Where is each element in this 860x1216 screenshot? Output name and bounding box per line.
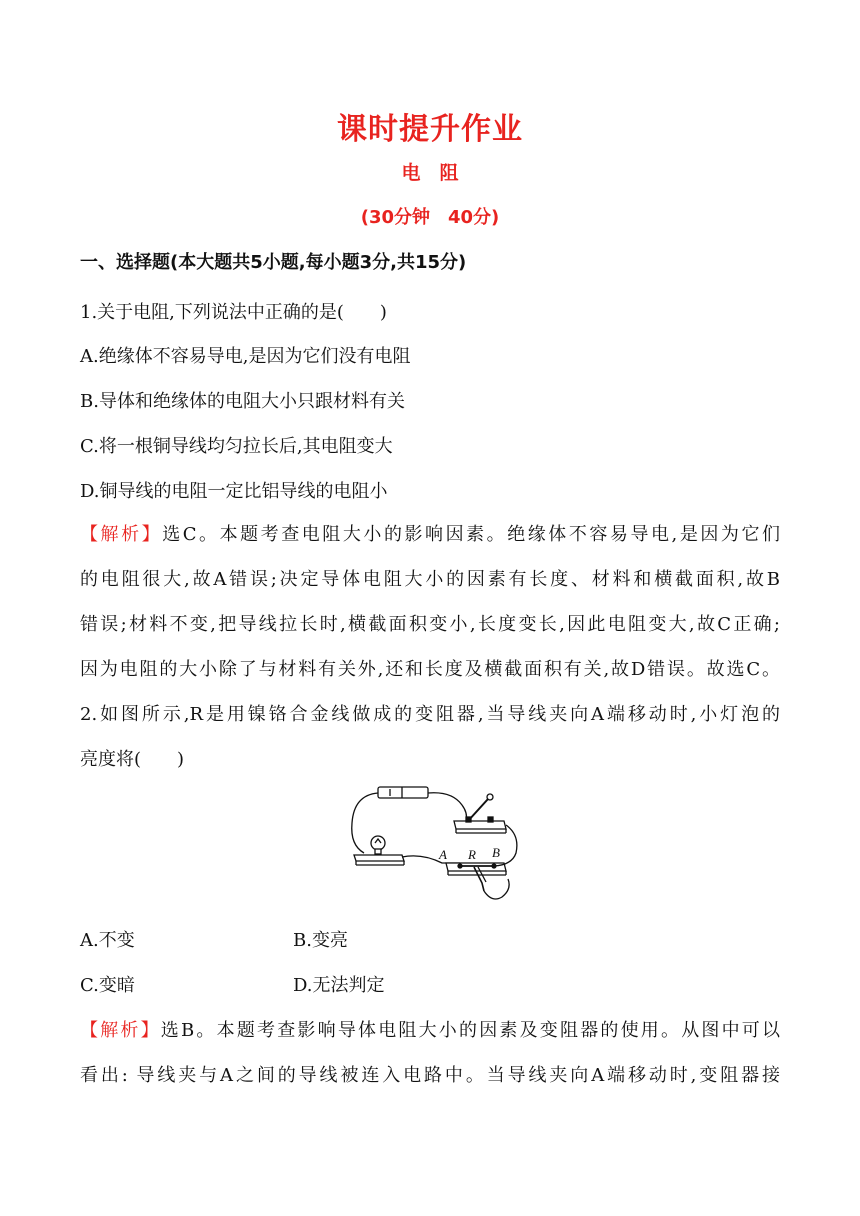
q1-stem: 1.关于电阻,下列说法中正确的是( ): [80, 302, 387, 323]
page-title: 课时提升作业: [337, 112, 523, 147]
q2-option-a: A.不变: [80, 930, 135, 951]
q1-analysis-line-4: 因为电阻的大小除了与材料有关外,还和长度及横截面积有关,故D错误。故选C。: [80, 659, 780, 680]
q2-option-c: C.变暗: [80, 975, 135, 996]
time-score-note: (30分钟 40分): [360, 207, 500, 228]
q1-analysis-line-2: 的电阻很大,故A错误;决定导体电阻大小的因素有长度、材料和横截面积,故B: [80, 569, 780, 590]
section-heading-choice: 一、选择题(本大题共5小题,每小题3分,共15分): [80, 252, 467, 273]
q2-option-d: D.无法判定: [293, 975, 385, 996]
q2-option-b: B.变亮: [293, 930, 348, 951]
q1-analysis-line-3: 错误;材料不变,把导线拉长时,横截面积变小,长度变长,因此电阻变大,故C正确;: [80, 614, 780, 635]
q2-analysis-tag: 【解析】: [80, 1020, 161, 1041]
lesson-subtitle: 电 阻: [401, 162, 459, 184]
q1-option-d: D.铜导线的电阻一定比铝导线的电阻小: [80, 481, 388, 502]
q2-stem-line-1: 2.如图所示,R是用镍铬合金线做成的变阻器,当导线夹向A端移动时,小灯泡的: [80, 704, 780, 725]
lamp-base-icon: [354, 855, 404, 861]
label-a: A: [439, 847, 447, 862]
circuit-figure: [342, 783, 524, 903]
q1-option-c: C.将一根铜导线均匀拉长后,其电阻变大: [80, 436, 393, 457]
switch-icon: [454, 821, 506, 829]
battery-icon: [378, 787, 428, 798]
q2-analysis-line-1: 【解析】选B。本题考查影响导体电阻大小的因素及变阻器的使用。从图中可以: [80, 1020, 780, 1041]
q1-option-a: A.绝缘体不容易导电,是因为它们没有电阻: [80, 346, 411, 367]
q1-analysis-line-1: 【解析】选C。本题考查电阻大小的影响因素。绝缘体不容易导电,是因为它们: [80, 524, 781, 545]
q2-stem-line-2: 亮度将( ): [80, 749, 185, 770]
q1-analysis-tag: 【解析】: [80, 524, 163, 545]
label-r: R: [468, 847, 476, 862]
q2-analysis-line-2: 看出: 导线夹与A之间的导线被连入电路中。当导线夹向A端移动时,变阻器接: [80, 1065, 780, 1086]
label-b: B: [492, 845, 500, 860]
q1-option-b: B.导体和绝缘体的电阻大小只跟材料有关: [80, 391, 405, 412]
